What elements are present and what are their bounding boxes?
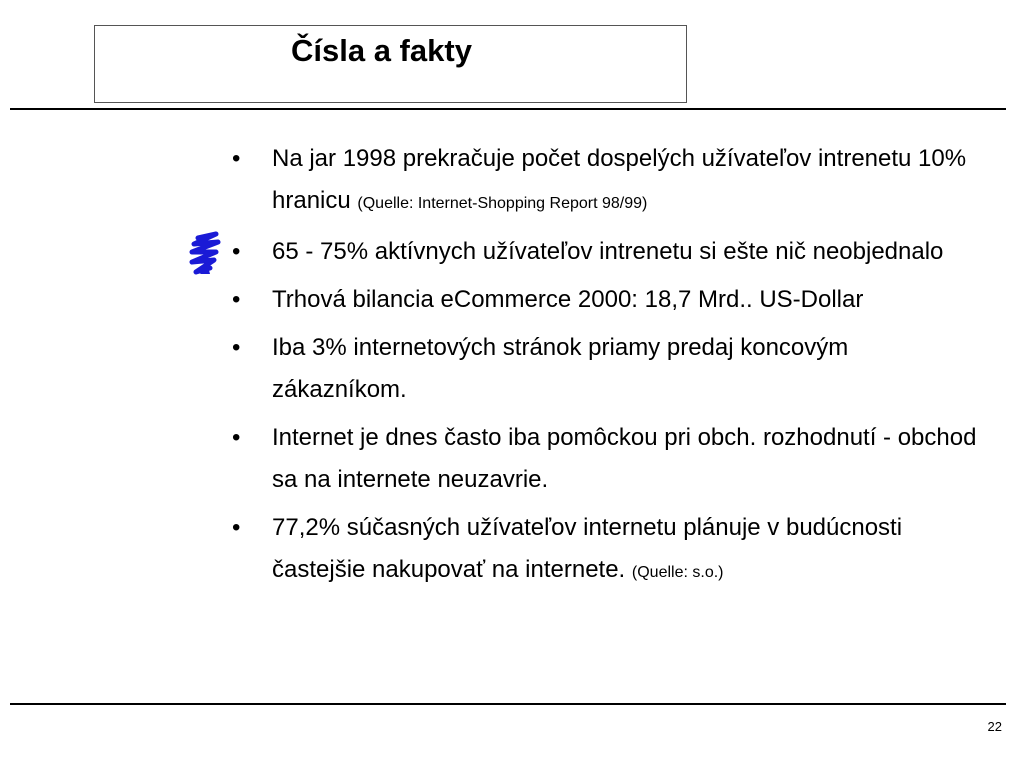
bullet-list (228, 138, 988, 600)
list-item (228, 507, 988, 594)
list-item (228, 327, 988, 411)
bullet-text: 77,2% súčasných užívateľov internetu plánuje v budúcnosti častejšie nakupovať na internete. (272, 514, 903, 583)
bullet-dot: • (232, 286, 241, 313)
title-box (94, 25, 687, 103)
top-divider (10, 108, 1006, 110)
bullet-dot: • (232, 238, 241, 265)
page-title: Čísla a fakty (291, 33, 472, 68)
bullet-text: Na jar 1998 prekračuje počet dospelých užívateľov intrenetu 10% hranicu (272, 145, 967, 214)
bullet-text: Internet je dnes často iba pomôckou pri obch. rozhodnutí - obchod sa na internete neuzavrie. (272, 424, 977, 493)
list-item (228, 231, 988, 273)
bullet-dot: • (232, 424, 241, 451)
lightning-arrow-icon (186, 230, 228, 278)
bullet-dot: • (232, 145, 241, 172)
bullet-text: 65 - 75% aktívnych užívateľov intrenetu si ešte nič neobjednalo (272, 238, 944, 265)
bullet-text: Iba 3% internetových stránok priamy predaj koncovým zákazníkom. (272, 334, 849, 403)
list-item (228, 138, 988, 225)
bullet-dot: • (232, 334, 241, 361)
page-number: 22 (987, 719, 1002, 734)
bottom-divider (10, 703, 1006, 705)
bullet-dot: • (232, 514, 241, 541)
bullet-source: (Quelle: s.o.) (631, 564, 724, 581)
list-item (228, 279, 988, 321)
bullet-source: (Quelle: Internet-Shopping Report 98/99) (357, 195, 648, 212)
list-item (228, 417, 988, 501)
bullet-text: Trhová bilancia eCommerce 2000: 18,7 Mrd.. US-Dollar (272, 286, 864, 313)
